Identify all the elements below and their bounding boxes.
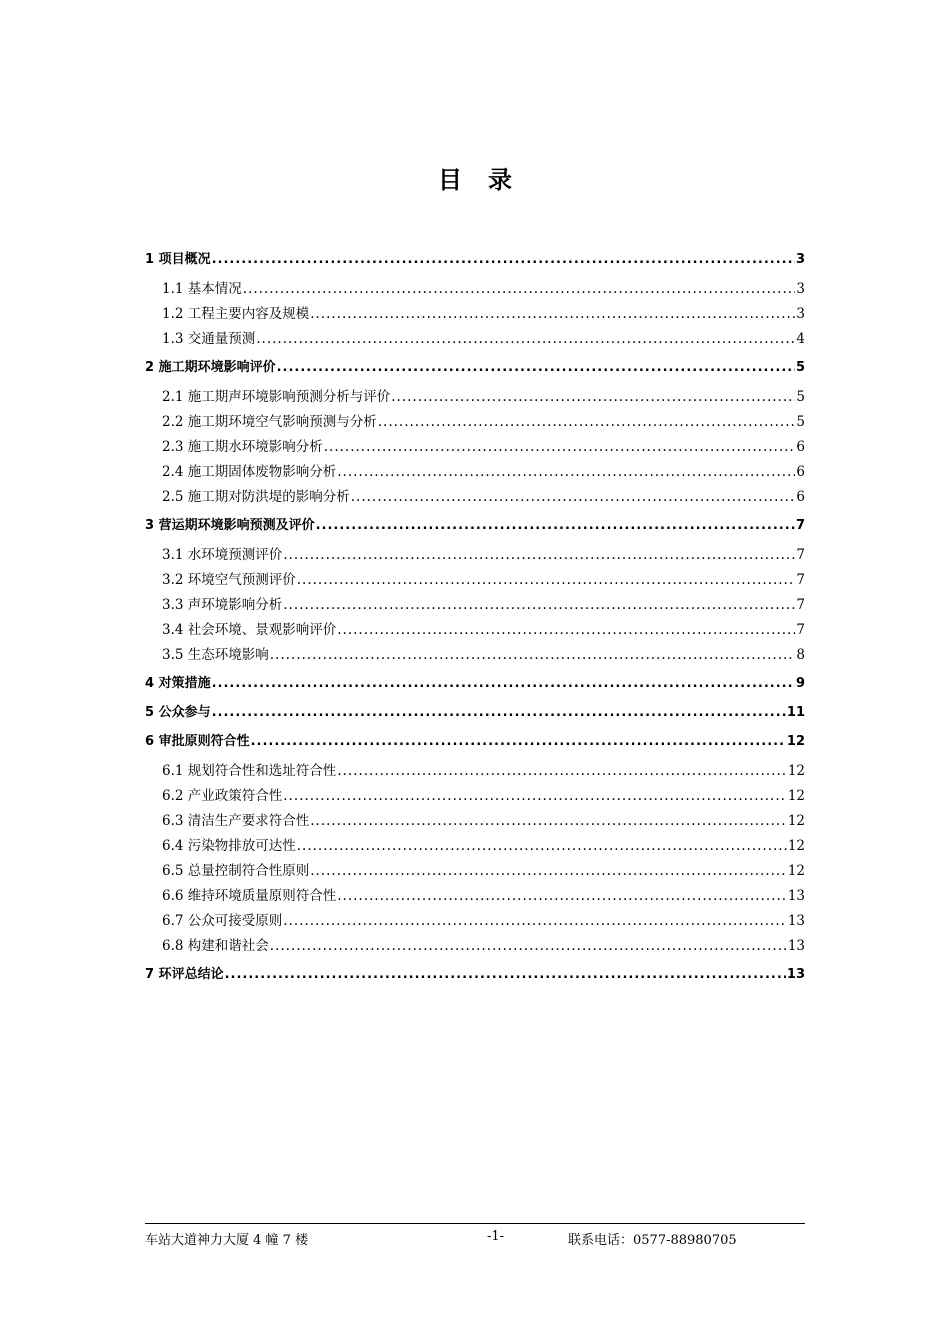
toc-entry-label: 6 审批原则符合性 [145,734,250,749]
toc-entry-label: 2.5 施工期对防洪堤的影响分析 [162,489,350,505]
toc-entry-label: 6.8 构建和谐社会 [162,938,269,954]
toc-section-entry[interactable] [145,784,805,809]
toc-entry-label: 3.4 社会环境、景观影响评价 [162,622,337,638]
toc-dot-leader [351,489,796,505]
toc-entry-page: 8 [796,647,805,663]
toc-section-entry[interactable] [145,884,805,909]
toc-chapter-entry[interactable] [145,730,805,755]
toc-entry-page: 5 [796,414,805,430]
footer-phone: 联系电话：0577-88980705 [568,1233,737,1248]
toc-section-entry[interactable] [145,859,805,884]
toc-entry-page: 12 [787,763,805,779]
toc-section-entry[interactable] [145,385,805,410]
toc-entry-page: 12 [787,788,805,804]
toc-entry-page: 13 [787,938,805,954]
toc-entry-label: 3.2 环境空气预测评价 [162,572,296,588]
toc-section-entry[interactable] [145,460,805,485]
toc-dot-leader [310,306,795,322]
toc-section-entry[interactable] [145,809,805,834]
toc-section-entry[interactable] [145,410,805,435]
toc-entry-page: 3 [796,306,805,322]
toc-entry-label: 2.1 施工期声环境影响预测分析与评价 [162,389,391,405]
toc-entry-page: 7 [796,622,805,638]
toc-entry-page: 12 [787,838,805,854]
toc-entry-label: 6.6 维持环境质量原则符合性 [162,888,337,904]
toc-entry-page: 4 [796,331,805,347]
toc-entry-label: 1.1 基本情况 [162,281,242,297]
toc-entry-page: 9 [795,676,805,691]
toc-section-entry[interactable] [145,934,805,959]
toc-dot-leader [212,676,795,691]
toc-entry-page: 5 [796,389,805,405]
toc-entry-label: 4 对策措施 [145,676,211,691]
toc-dot-leader [391,389,795,405]
toc-chapter-entry[interactable] [145,672,805,697]
toc-section-entry[interactable] [145,834,805,859]
toc-entry-label: 2 施工期环境影响评价 [145,360,276,375]
toc-entry-page: 7 [796,572,805,588]
toc-entry-label: 2.3 施工期水环境影响分析 [162,439,323,455]
toc-entry-label: 6.1 规划符合性和选址符合性 [162,763,337,779]
toc-chapter-entry[interactable] [145,248,805,273]
toc-dot-leader [310,813,787,829]
toc-entry-page: 12 [786,734,805,749]
toc-dot-leader [225,967,786,982]
toc-entry-label: 6.5 总量控制符合性原则 [162,863,310,879]
toc-dot-leader [251,734,786,749]
toc-section-entry[interactable] [145,327,805,352]
toc-entry-page: 7 [796,597,805,613]
table-of-contents [145,244,805,992]
toc-chapter-entry[interactable] [145,701,805,726]
toc-entry-label: 1.2 工程主要内容及规模 [162,306,310,322]
toc-entry-page: 3 [796,281,805,297]
toc-entry-page: 6 [796,489,805,505]
toc-entry-label: 3 营运期环境影响预测及评价 [145,518,315,533]
document-title: 目录 [438,166,538,194]
toc-entry-label: 6.2 产业政策符合性 [162,788,283,804]
toc-dot-leader [337,763,787,779]
toc-dot-leader [283,913,787,929]
toc-dot-leader [283,597,795,613]
toc-entry-page: 7 [796,547,805,563]
toc-dot-leader [270,938,787,954]
toc-dot-leader [337,622,795,638]
toc-section-entry[interactable] [145,485,805,510]
toc-section-entry[interactable] [145,618,805,643]
toc-entry-label: 6.7 公众可接受原则 [162,913,283,929]
toc-entry-page: 5 [795,360,805,375]
toc-entry-label: 3.1 水环境预测评价 [162,547,283,563]
toc-entry-page: 12 [787,813,805,829]
toc-dot-leader [270,647,796,663]
toc-dot-leader [243,281,796,297]
toc-section-entry[interactable] [145,759,805,784]
toc-dot-leader [277,360,795,375]
toc-section-entry[interactable] [145,543,805,568]
toc-entry-label: 6.3 清洁生产要求符合性 [162,813,310,829]
toc-chapter-entry[interactable] [145,356,805,381]
toc-chapter-entry[interactable] [145,514,805,539]
toc-dot-leader [324,439,796,455]
toc-dot-leader [212,705,786,720]
toc-entry-label: 3.5 生态环境影响 [162,647,269,663]
toc-entry-page: 13 [786,967,805,982]
toc-section-entry[interactable] [145,593,805,618]
toc-section-entry[interactable] [145,435,805,460]
footer-divider [145,1223,805,1224]
toc-dot-leader [378,414,796,430]
toc-dot-leader [310,863,787,879]
toc-dot-leader [283,788,787,804]
footer-page-number: -1- [487,1229,505,1244]
toc-chapter-entry[interactable] [145,963,805,988]
toc-entry-page: 13 [787,888,805,904]
toc-entry-label: 2.4 施工期固体废物影响分析 [162,464,337,480]
toc-entry-page: 11 [786,705,805,720]
toc-section-entry[interactable] [145,277,805,302]
toc-dot-leader [297,838,787,854]
toc-dot-leader [337,464,795,480]
toc-section-entry[interactable] [145,643,805,668]
toc-dot-leader [283,547,795,563]
toc-entry-label: 6.4 污染物排放可达性 [162,838,296,854]
toc-entry-page: 13 [787,913,805,929]
toc-entry-label: 2.2 施工期环境空气影响预测与分析 [162,414,377,430]
toc-entry-page: 3 [795,252,805,267]
toc-entry-label: 7 环评总结论 [145,967,224,982]
toc-entry-label: 1 项目概况 [145,252,211,267]
toc-section-entry[interactable] [145,909,805,934]
toc-dot-leader [256,331,795,347]
footer-address: 车站大道神力大厦 4 幢 7 楼 [145,1233,309,1248]
toc-entry-page: 6 [796,439,805,455]
toc-section-entry[interactable] [145,302,805,327]
toc-entry-label: 3.3 声环境影响分析 [162,597,283,613]
toc-entry-page: 6 [796,464,805,480]
toc-dot-leader [337,888,787,904]
toc-dot-leader [212,252,795,267]
toc-entry-label: 5 公众参与 [145,705,211,720]
toc-entry-page: 12 [787,863,805,879]
toc-section-entry[interactable] [145,568,805,593]
toc-dot-leader [316,518,795,533]
toc-dot-leader [297,572,796,588]
toc-entry-page: 7 [795,518,805,533]
toc-entry-label: 1.3 交通量预测 [162,331,256,347]
